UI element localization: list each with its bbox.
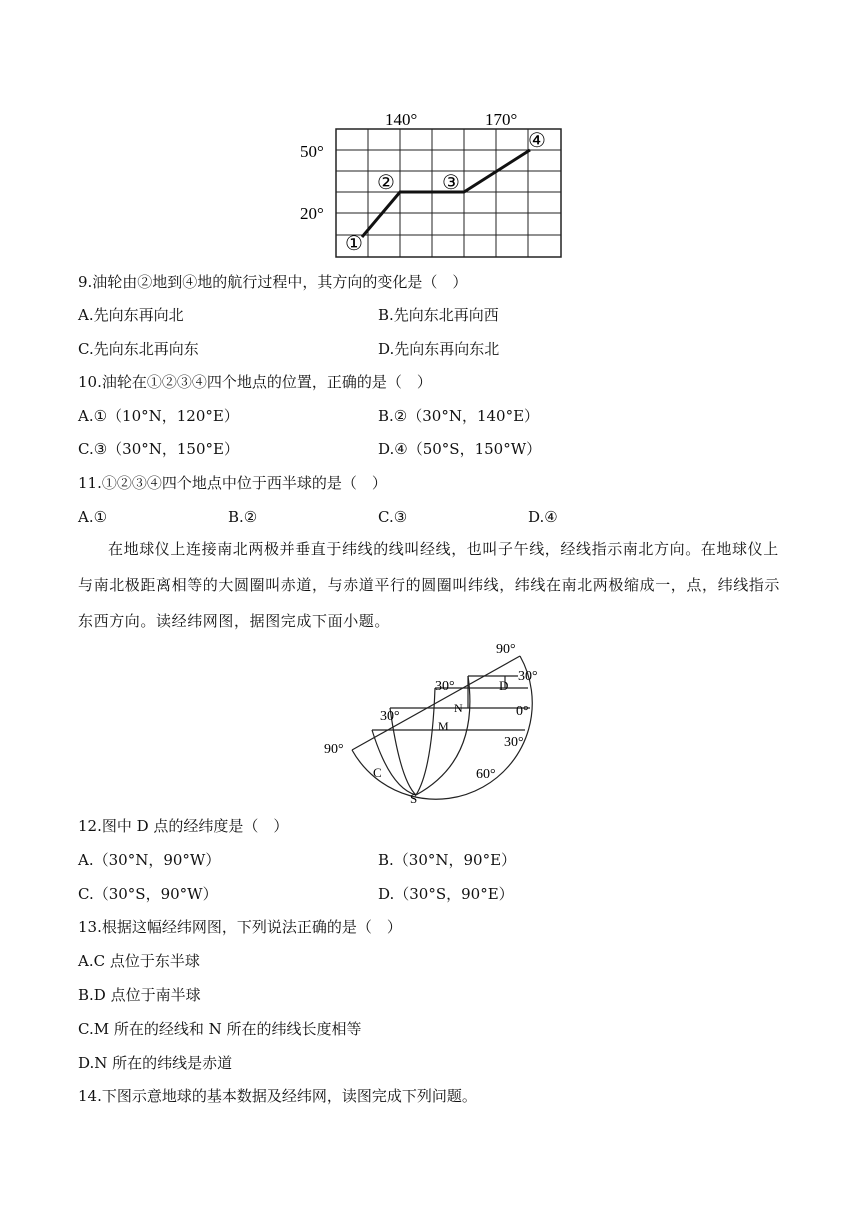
q11-option-a: A.① [78, 508, 108, 526]
left-label-20: 20° [300, 204, 324, 223]
q10-option-a: A.①（10°N，120°E） [78, 407, 239, 425]
q12-option-d: D.（30°S，90°E） [378, 885, 514, 903]
q11-option-c: C.③ [378, 508, 408, 526]
label-30-right-bottom: 30° [504, 735, 524, 750]
point-c: C [373, 765, 382, 780]
label-90-top: 90° [496, 642, 516, 657]
q13-option-a: A.C 点位于东半球 [78, 952, 200, 970]
top-label-170: 170° [485, 110, 518, 129]
label-30-right-top: 30° [518, 669, 538, 684]
intro-paragraph: 在地球仪上连接南北两极并垂直于纬线的线叫经线，也叫子午线，经线指示南北方向。在地球仪上与南北极距离相等的大圆圈叫赤道，与赤道平行的圆圈叫纬线，纬线在南北两极缩成一，点，纬线指示东西方向。读经纬网图，据图完成下面小题。 [78, 540, 781, 630]
q12-option-b: B.（30°N，90°E） [378, 851, 517, 869]
q11-option-b: B.② [228, 508, 258, 526]
q12-stem: 12.图中 D 点的经纬度是（ ） [78, 817, 289, 835]
q13-option-b: B.D 点位于南半球 [78, 986, 201, 1004]
point-3: ③ [442, 172, 460, 194]
label-60: 60° [476, 767, 496, 782]
q9-option-c: C.先向东北再向东 [78, 340, 199, 358]
q13-stem: 13.根据这幅经纬网图，下列说法正确的是（ ） [78, 918, 402, 936]
q12-option-a: A.（30°N，90°W） [78, 851, 221, 869]
q9-option-a: A.先向东再向北 [78, 306, 184, 324]
q9-option-d: D.先向东再向东北 [378, 340, 500, 358]
label-30-left: 30° [380, 709, 400, 724]
graticule-figure [320, 640, 550, 805]
q10-option-c: C.③（30°N，150°E） [78, 440, 239, 458]
point-1: ① [345, 233, 363, 255]
q13-option-c: C.M 所在的经线和 N 所在的纬线长度相等 [78, 1020, 362, 1038]
q11-stem: 11.①②③④四个地点中位于西半球的是（ ） [78, 474, 387, 492]
q11-option-d: D.④ [528, 508, 558, 526]
q10-option-d: D.④（50°S，150°W） [378, 440, 542, 458]
point-d: D [499, 678, 509, 693]
point-2: ② [377, 172, 395, 194]
label-90-left: 90° [324, 742, 344, 757]
point-m: M [438, 719, 449, 733]
q12-option-c: C.（30°S，90°W） [78, 885, 218, 903]
q9-option-b: B.先向东北再向西 [378, 306, 499, 324]
q14-stem: 14.下图示意地球的基本数据及经纬网，读图完成下列问题。 [78, 1087, 477, 1105]
q10-stem: 10.油轮在①②③④四个地点的位置，正确的是（ ） [78, 373, 432, 391]
q9-stem: 9.油轮由②地到④地的航行过程中，其方向的变化是（ ） [78, 273, 468, 291]
left-label-50: 50° [300, 142, 324, 161]
label-0: 0° [516, 704, 529, 719]
q13-option-d: D.N 所在的纬线是赤道 [78, 1054, 233, 1072]
route-grid-figure [290, 105, 580, 260]
top-label-140: 140° [385, 110, 418, 129]
point-s: S [410, 791, 418, 805]
label-30-mid: 30° [435, 679, 455, 694]
q10-option-b: B.②（30°N，140°E） [378, 407, 540, 425]
point-n: N [454, 701, 463, 715]
point-4: ④ [528, 130, 546, 152]
